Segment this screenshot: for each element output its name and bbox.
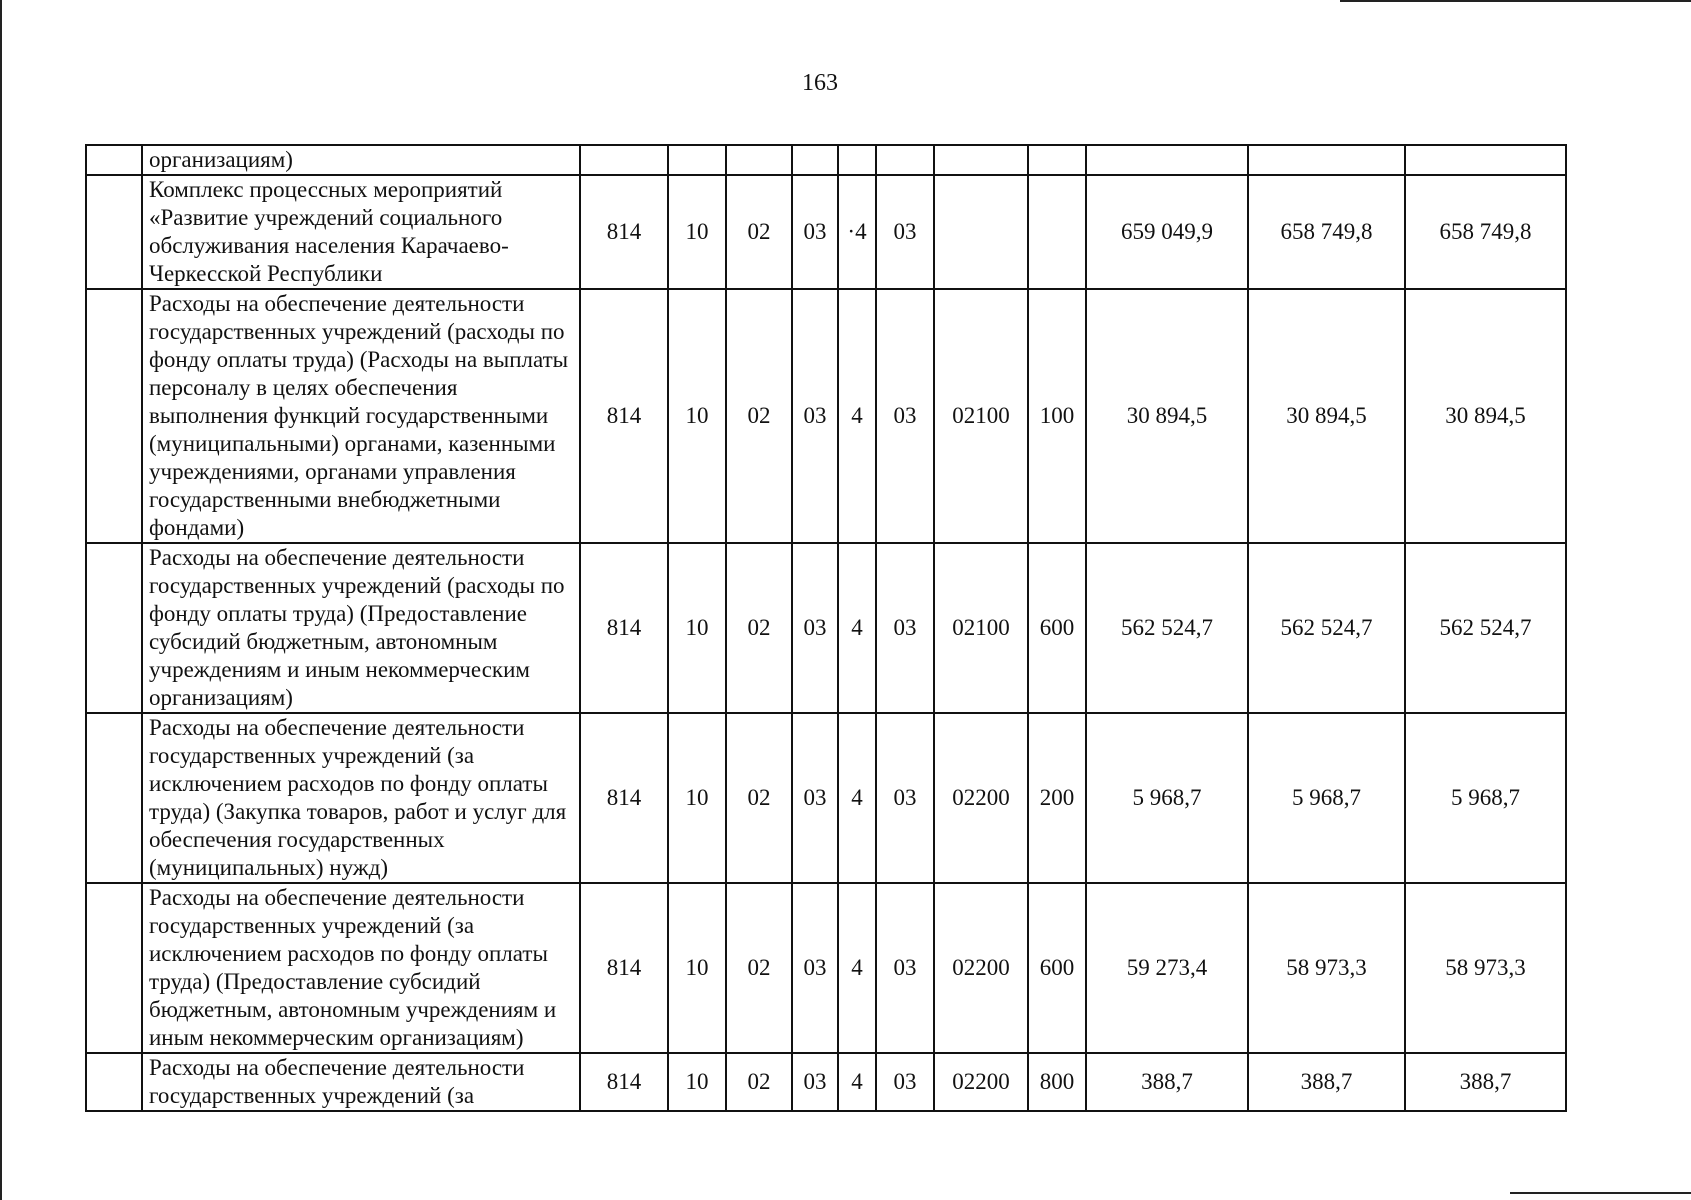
amount-1-cell: 388,7 [1086,1053,1248,1111]
direction-cell: 02200 [934,713,1028,883]
direction-cell: 02100 [934,289,1028,543]
row-index-cell [86,289,142,543]
type-cell [838,145,876,175]
amount-2-cell: 562 524,7 [1248,543,1405,713]
amount-2-cell: 658 749,8 [1248,175,1405,289]
amount-1-cell: 562 524,7 [1086,543,1248,713]
amount-2-cell: 30 894,5 [1248,289,1405,543]
section-cell: 10 [668,175,726,289]
type-cell: ·4 [838,175,876,289]
program-cell: 03 [792,289,838,543]
table-row [86,175,1566,289]
table-row [86,145,1566,175]
amount-3-cell: 30 894,5 [1405,289,1566,543]
subprogram-cell: 03 [876,1053,934,1111]
direction-cell: 02100 [934,543,1028,713]
amount-3-cell [1405,145,1566,175]
scan-border-left [0,0,2,1200]
section-cell: 10 [668,289,726,543]
type-cell: 4 [838,883,876,1053]
scan-border-top [1340,0,1691,2]
program-cell: 03 [792,883,838,1053]
table-row [86,543,1566,713]
description-cell: Расходы на обеспечение деятельности государственных учреждений (за [142,1053,580,1111]
row-index-cell [86,1053,142,1111]
program-cell [792,145,838,175]
subsection-cell: 02 [726,289,792,543]
program-cell: 03 [792,175,838,289]
type-cell: 4 [838,543,876,713]
subsection-cell [726,145,792,175]
direction-cell: 02200 [934,883,1028,1053]
program-cell: 03 [792,1053,838,1111]
ministry-cell: 814 [580,713,668,883]
amount-3-cell: 58 973,3 [1405,883,1566,1053]
subprogram-cell: 03 [876,175,934,289]
amount-2-cell: 5 968,7 [1248,713,1405,883]
page-number: 163 [802,70,838,96]
type-cell: 4 [838,1053,876,1111]
section-cell: 10 [668,883,726,1053]
amount-1-cell: 5 968,7 [1086,713,1248,883]
expense-type-cell: 100 [1028,289,1086,543]
amount-1-cell: 59 273,4 [1086,883,1248,1053]
table-row [86,289,1566,543]
subsection-cell: 02 [726,1053,792,1111]
ministry-cell: 814 [580,883,668,1053]
amount-2-cell [1248,145,1405,175]
expense-type-cell [1028,175,1086,289]
amount-1-cell [1086,145,1248,175]
direction-cell [934,145,1028,175]
scan-border-bottom [1510,1192,1691,1194]
amount-3-cell: 658 749,8 [1405,175,1566,289]
expense-type-cell [1028,145,1086,175]
description-cell: Расходы на обеспечение деятельности государственных учреждений (за исключением расходов по фонду оплаты труда) (Закупка товаров, работ и услуг для обеспечения государственных (муниципальных) нужд) [142,713,580,883]
ministry-cell: 814 [580,175,668,289]
direction-cell [934,175,1028,289]
section-cell: 10 [668,1053,726,1111]
amount-1-cell: 30 894,5 [1086,289,1248,543]
amount-2-cell: 58 973,3 [1248,883,1405,1053]
subprogram-cell: 03 [876,713,934,883]
program-cell: 03 [792,713,838,883]
table-row [86,1053,1566,1111]
description-cell: организациям) [142,145,580,175]
row-index-cell [86,145,142,175]
subsection-cell: 02 [726,175,792,289]
subprogram-cell [876,145,934,175]
row-index-cell [86,543,142,713]
ministry-cell [580,145,668,175]
row-index-cell [86,883,142,1053]
ministry-cell: 814 [580,1053,668,1111]
expense-type-cell: 600 [1028,543,1086,713]
type-cell: 4 [838,713,876,883]
amount-2-cell: 388,7 [1248,1053,1405,1111]
section-cell: 10 [668,543,726,713]
amount-3-cell: 388,7 [1405,1053,1566,1111]
description-cell: Комплекс процессных мероприятий «Развитие учреждений социального обслуживания населения Карачаево-Черкесской Республики [142,175,580,289]
ministry-cell: 814 [580,543,668,713]
amount-3-cell: 562 524,7 [1405,543,1566,713]
amount-3-cell: 5 968,7 [1405,713,1566,883]
description-cell: Расходы на обеспечение деятельности государственных учреждений (расходы по фонду оплаты труда) (Предоставление субсидий бюджетным, автономным учреждениям и иным некоммерческим организациям) [142,543,580,713]
budget-table [85,144,1567,1112]
table-row [86,883,1566,1053]
program-cell: 03 [792,543,838,713]
subprogram-cell: 03 [876,883,934,1053]
amount-1-cell: 659 049,9 [1086,175,1248,289]
expense-type-cell: 600 [1028,883,1086,1053]
section-cell: 10 [668,713,726,883]
description-cell: Расходы на обеспечение деятельности государственных учреждений (расходы по фонду оплаты труда) (Расходы на выплаты персоналу в целях обеспечения выполнения функций государственными (муниципальными) органами, казенными учреждениями, органами управления государственными внебюджетными фондами) [142,289,580,543]
table-row [86,713,1566,883]
row-index-cell [86,713,142,883]
section-cell [668,145,726,175]
subsection-cell: 02 [726,883,792,1053]
ministry-cell: 814 [580,289,668,543]
expense-type-cell: 200 [1028,713,1086,883]
subsection-cell: 02 [726,543,792,713]
subprogram-cell: 03 [876,289,934,543]
expense-type-cell: 800 [1028,1053,1086,1111]
subsection-cell: 02 [726,713,792,883]
row-index-cell [86,175,142,289]
direction-cell: 02200 [934,1053,1028,1111]
description-cell: Расходы на обеспечение деятельности государственных учреждений (за исключением расходов по фонду оплаты труда) (Предоставление субсидий бюджетным, автономным учреждениям и иным некоммерческим организациям) [142,883,580,1053]
subprogram-cell: 03 [876,543,934,713]
type-cell: 4 [838,289,876,543]
